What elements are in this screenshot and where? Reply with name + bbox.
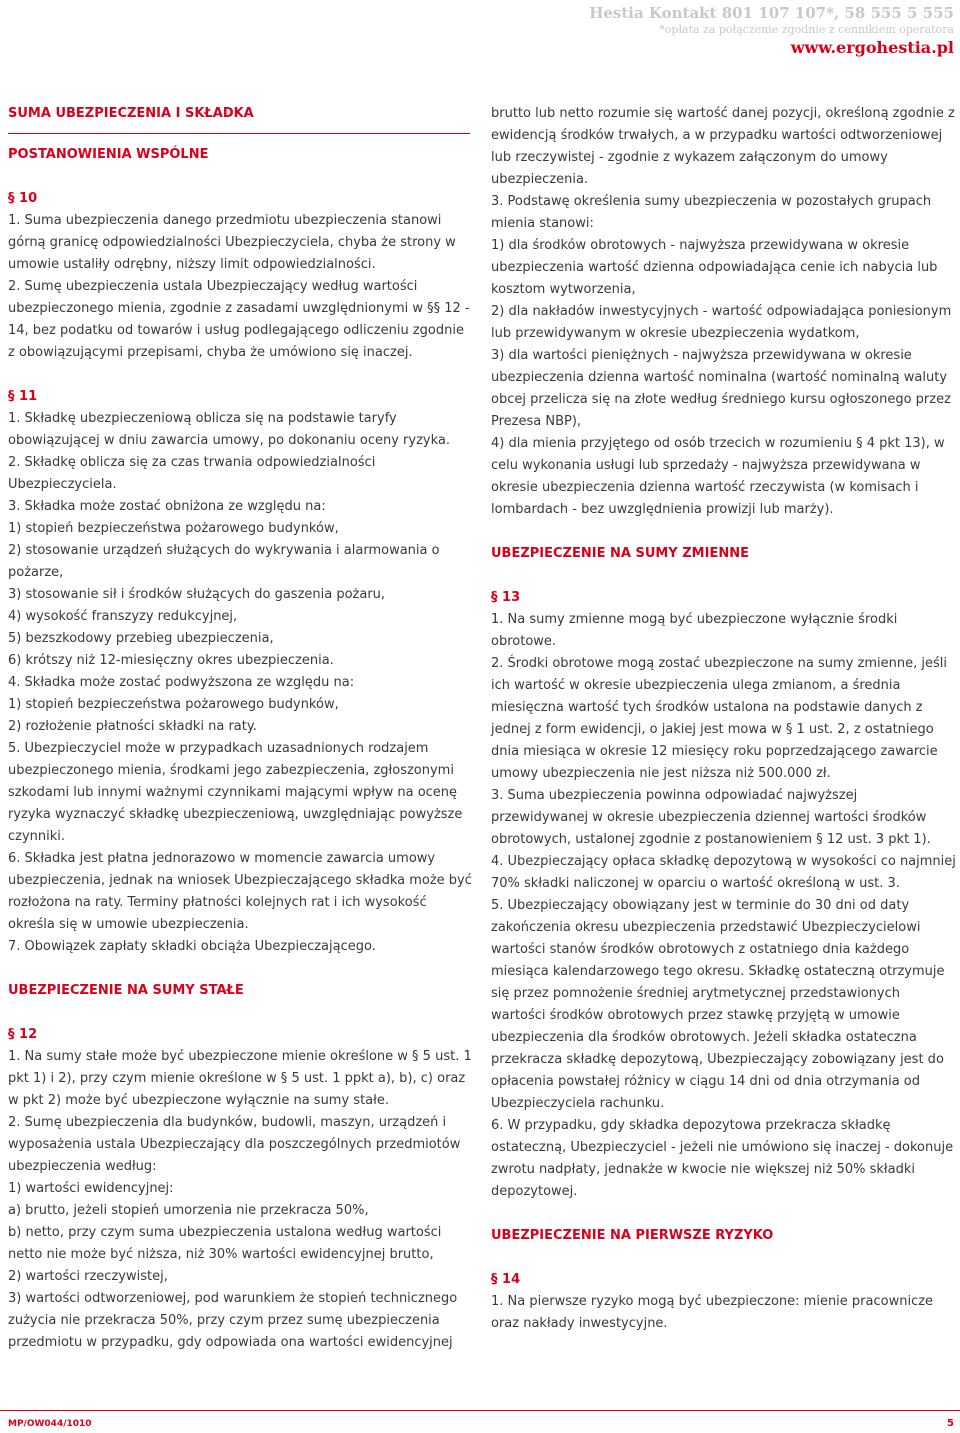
clause-item: 3. Podstawę określenia sumy ubezpieczenia w pozostałych grupach mienia stanowi:	[491, 194, 932, 231]
clause-item: 2. Składkę oblicza się za czas trwania odpowiedzialności Ubezpieczyciela.	[8, 455, 376, 492]
clause-item: 3) dla wartości pieniężnych - najwyższa przewidywana w okresie ubezpieczenia dzienna wartość nominalna (wartość nominalną waluty obcej przelicza się na złote według średniego kursu ogłoszonego przez Prezesa NBP),	[491, 348, 951, 429]
paragraph-10-body	[8, 210, 473, 364]
section-heading-variable-sums: UBEZPIECZENIE NA SUMY ZMIENNE	[491, 546, 749, 561]
clause-item: 1. Składkę ubezpieczeniową oblicza się na podstawie taryfy obowiązującej w dniu zawarcia umowy, po dokonaniu oceny ryzyka.	[8, 411, 450, 448]
clause-item: 6. W przypadku, gdy składka depozytowa przekracza składkę ostateczną, Ubezpieczyciel - jeżeli nie umówiono się inaczej - dokonuje zwrotu nadpłaty, jednakże w kwocie nie większej niż 50% składki depozytowej.	[491, 1118, 954, 1199]
clause-item: brutto lub netto rozumie się wartość danej pozycji, określoną zgodnie z ewidencją środków trwałych, a w przypadku wartości odtworzeniowej lub rzeczywistej - zgodnie z wykazem załączonym do umowy ubezpieczenia.	[491, 106, 955, 187]
clause-item: 2) wartości rzeczywistej,	[8, 1269, 168, 1284]
clause-item: 5. Ubezpieczający obowiązany jest w terminie do 30 dni od daty zakończenia okresu ubezpieczenia przedstawić Ubezpieczycielowi wartości stanów środków obrotowych z ostatniego dnia każdego miesiąca kalendarzowego tego okresu. Składkę ostateczną otrzymuje się przez pomnożenie średniej arytmetycznej przedstawionych wartości środków obrotowych przez stawkę przyjętą w umowie ubezpieczenia dla środków obrotowych. Jeżeli składka ostateczna przekracza składkę depozytową, Ubezpieczający zobowiązany jest do opłacenia powstałej różnicy w ciągu 14 dni od dnia otrzymania od Ubezpieczyciela rachunku.	[491, 898, 945, 1111]
clause-item: 1. Suma ubezpieczenia danego przedmiotu ubezpieczenia stanowi górną granicę odpowiedzialności Ubezpieczyciela, chyba że strony w umowie ustaliły odrębny, niższy limit odpowiedzialności.	[8, 213, 456, 272]
clause-item: 7. Obowiązek zapłaty składki obciąża Ubezpieczającego.	[8, 939, 376, 954]
clause-item: 2) rozłożenie płatności składki na raty.	[8, 719, 257, 734]
page-footer	[0, 1410, 960, 1429]
clause-item: 5) bezszkodowy przebieg ubezpieczenia,	[8, 631, 274, 646]
clause-item: b) netto, przy czym suma ubezpieczenia ustalona według wartości netto nie może być niższa, niż 30% wartości ewidencyjnej brutto,	[8, 1225, 442, 1262]
clause-item: 1) dla środków obrotowych - najwyższa przewidywana w okresie ubezpieczenia wartość dzienna odpowiadająca cenie ich nabycia lub kosztom wytworzenia,	[491, 238, 938, 297]
paragraph-12-continuation	[491, 103, 956, 521]
clause-item: 4) wysokość franszyzy redukcyjnej,	[8, 609, 238, 624]
paragraph-number-11: § 11	[8, 389, 38, 404]
call-cost-note: *opłata za połączenie zgodnie z cennikiem operatora	[659, 23, 954, 36]
paragraph-11-body	[8, 408, 473, 958]
clause-item: 5. Ubezpieczyciel może w przypadkach uzasadnionych rodzajem ubezpieczonego mienia, środkami jego zabezpieczenia, zgłoszonymi szkodami lub innymi ważnymi czynnikami mającymi wpływ na ocenę ryzyka wyznaczyć składkę ubezpieczeniową, uwzględniając powyższe czynniki.	[8, 741, 463, 844]
paragraph-14-body	[491, 1291, 956, 1335]
clause-item: 4. Ubezpieczający opłaca składkę depozytową w wysokości co najmniej 70% składki naliczonej w oparciu o wartość określoną w ust. 3.	[491, 854, 956, 891]
clause-item: 3) wartości odtworzeniowej, pod warunkiem że stopień technicznego zużycia nie przekracza 50%, przy czym przez sumę ubezpieczenia przedmiotu w przypadku, gdy odpowiada ona wartości ewidencyjnej	[8, 1291, 458, 1350]
paragraph-13-body	[491, 609, 956, 1203]
clause-item: 2. Sumę ubezpieczenia ustala Ubezpieczający według wartości ubezpieczonego mienia, zgodnie z zasadami uwzględnionymi w §§ 12 - 14, bez podatku od towarów i usług podlegającego odliczeniu zgodnie z obowiązującymi przepisami, chyba że umówiono się inaczej.	[8, 279, 470, 360]
paragraph-12-body	[8, 1046, 473, 1354]
subsection-heading: POSTANOWIENIA WSPÓLNE	[8, 147, 209, 162]
clause-item: 1) stopień bezpieczeństwa pożarowego budynków,	[8, 521, 339, 536]
clause-item: 1. Na sumy stałe może być ubezpieczone mienie określone w § 5 ust. 1 pkt 1) i 2), przy czym mienie określone w § 5 ust. 1 ppkt a), b), c) oraz w pkt 2) może być ubezpieczone wyłącznie na sumy stałe.	[8, 1049, 472, 1108]
clause-item: 2. Sumę ubezpieczenia dla budynków, budowli, maszyn, urządzeń i wyposażenia ustala Ubezpieczający dla poszczególnych przedmiotów ubezpieczenia według:	[8, 1115, 461, 1174]
clause-item: a) brutto, jeżeli stopień umorzenia nie przekracza 50%,	[8, 1203, 369, 1218]
clause-item: 1) stopień bezpieczeństwa pożarowego budynków,	[8, 697, 339, 712]
contact-phone: Hestia Kontakt 801 107 107*, 58 555 5 555	[589, 4, 954, 22]
section-heading-fixed-sums: UBEZPIECZENIE NA SUMY STAŁE	[8, 983, 244, 998]
page-header	[589, 3, 954, 59]
section-heading-first-risk: UBEZPIECZENIE NA PIERWSZE RYZYKO	[491, 1228, 774, 1243]
document-code: MP/OW044/1010	[8, 1419, 92, 1429]
clause-item: 4) dla mienia przyjętego od osób trzecich w rozumieniu § 4 pkt 13), w celu wykonania usługi lub sprzedaży - najwyższa przewidywana w okresie ubezpieczenia dzienna wartość rzeczywista (w komisach i lombardach - bez uwzględnienia prowizji lub marży).	[491, 436, 945, 517]
clause-item: 3. Składka może zostać obniżona ze względu na:	[8, 499, 326, 514]
clause-item: 1) wartości ewidencyjnej:	[8, 1181, 174, 1196]
paragraph-number-14: § 14	[491, 1272, 521, 1287]
paragraph-number-10: § 10	[8, 191, 38, 206]
website-link[interactable]: www.ergohestia.pl	[790, 38, 954, 57]
right-column	[491, 103, 956, 1335]
left-column	[8, 103, 473, 1354]
clause-item: 2) dla nakładów inwestycyjnych - wartość odpowiadająca poniesionym lub przewidywanym w okresie ubezpieczenia wydatkom,	[491, 304, 952, 341]
paragraph-number-13: § 13	[491, 590, 521, 605]
clause-item: 4. Składka może zostać podwyższona ze względu na:	[8, 675, 355, 690]
clause-item: 1. Na pierwsze ryzyko mogą być ubezpieczone: mienie pracownicze oraz nakłady inwestycyjne.	[491, 1294, 934, 1331]
clause-item: 6) krótszy niż 12-miesięczny okres ubezpieczenia.	[8, 653, 334, 668]
clause-item: 3) stosowanie sił i środków służących do gaszenia pożaru,	[8, 587, 386, 602]
clause-item: 6. Składka jest płatna jednorazowo w momencie zawarcia umowy ubezpieczenia, jednak na wniosek Ubezpieczającego składka może być rozłożona na raty. Terminy płatności kolejnych rat i ich wysokość określa się w umowie ubezpieczenia.	[8, 851, 472, 932]
page-number: 5	[947, 1418, 954, 1429]
clause-item: 2) stosowanie urządzeń służących do wykrywania i alarmowania o pożarze,	[8, 543, 440, 580]
paragraph-number-12: § 12	[8, 1027, 38, 1042]
clause-item: 1. Na sumy zmienne mogą być ubezpieczone wyłącznie środki obrotowe.	[491, 612, 898, 649]
clause-item: 3. Suma ubezpieczenia powinna odpowiadać najwyższej przewidywanej w okresie ubezpieczenia dziennej wartości środków obrotowych, ustalonej zgodnie z postanowieniem § 12 ust. 3 pkt 1).	[491, 788, 931, 847]
heading-divider	[8, 133, 470, 134]
clause-item: 2. Środki obrotowe mogą zostać ubezpieczone na sumy zmienne, jeśli ich wartość w okresie ubezpieczenia ulega zmianom, a średnia miesięczna wartość tych środków ustalona na podstawie danych z jednej z form ewidencji, o jakiej jest mowa w § 1 ust. 2, z ostatniego dnia miesiąca w okresie 12 miesięcy roku poprzedzającego zawarcie umowy ubezpieczenia nie jest niższa niż 500.000 zł.	[491, 656, 947, 781]
section-heading: SUMA UBEZPIECZENIA I SKŁADKA	[8, 106, 254, 121]
